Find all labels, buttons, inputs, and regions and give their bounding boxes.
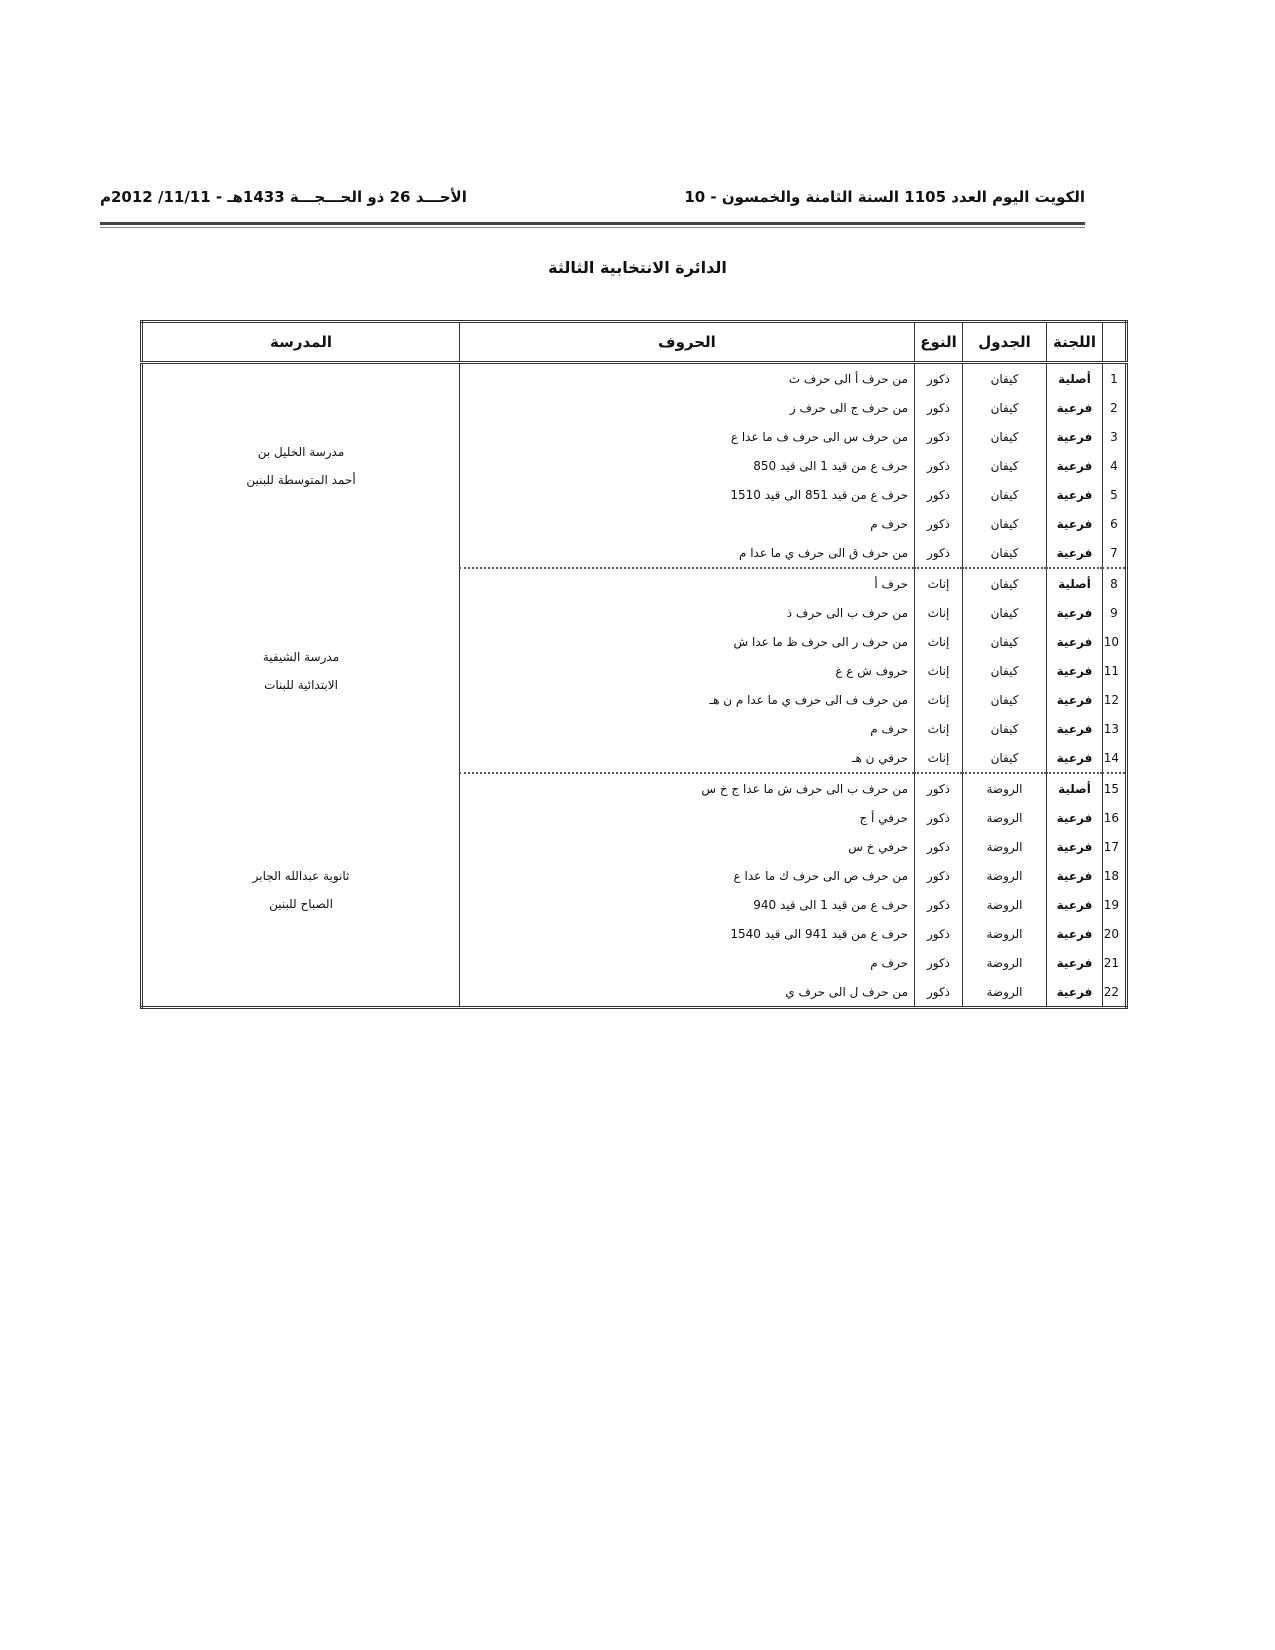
committee-type: فرعية — [1047, 919, 1103, 948]
letters-range: من حرف ق الى حرف ي ما عدا م — [460, 538, 915, 568]
letters-range: من حرف ر الى حرف ظ ما عدا ش — [460, 627, 915, 656]
committee-type: فرعية — [1047, 451, 1103, 480]
letters-range: من حرف ب الى حرف ش ما عدا ج خ س — [460, 773, 915, 803]
gender-cell: إناث — [915, 685, 963, 714]
gender-cell: ذكور — [915, 451, 963, 480]
committee-type: فرعية — [1047, 803, 1103, 832]
row-number: 21 — [1103, 948, 1127, 977]
header-rule — [100, 222, 1085, 225]
committee-type: أصلية — [1047, 363, 1103, 394]
letters-range: حرف ع من قيد 1 الى قيد 850 — [460, 451, 915, 480]
schedule-name: كيفان — [963, 393, 1047, 422]
schedule-name: كيفان — [963, 451, 1047, 480]
letters-range: حروف ش ع غ — [460, 656, 915, 685]
table-header-row — [142, 322, 1127, 363]
gender-cell: ذكور — [915, 480, 963, 509]
row-number: 22 — [1103, 977, 1127, 1008]
table-row — [142, 773, 1127, 803]
committee-type: فرعية — [1047, 832, 1103, 861]
gender-cell: ذكور — [915, 890, 963, 919]
schedule-name: الروضة — [963, 861, 1047, 890]
schedule-name: الروضة — [963, 773, 1047, 803]
gender-cell: إناث — [915, 714, 963, 743]
gender-cell: إناث — [915, 598, 963, 627]
header-schedule: الجدول — [963, 322, 1047, 363]
committee-type: فرعية — [1047, 977, 1103, 1008]
committee-type: فرعية — [1047, 422, 1103, 451]
schedule-name: كيفان — [963, 656, 1047, 685]
committee-type: فرعية — [1047, 685, 1103, 714]
header-committee: اللجنة — [1047, 322, 1103, 363]
letters-range: حرف أ — [460, 568, 915, 598]
gender-cell: ذكور — [915, 422, 963, 451]
letters-range: من حرف ب الى حرف ذ — [460, 598, 915, 627]
row-number: 16 — [1103, 803, 1127, 832]
row-number: 3 — [1103, 422, 1127, 451]
letters-range: حرفي أ ج — [460, 803, 915, 832]
letters-range: من حرف س الى حرف ف ما عدا ع — [460, 422, 915, 451]
page-title: الدائرة الانتخابية الثالثة — [548, 258, 727, 277]
committee-type: فرعية — [1047, 480, 1103, 509]
committee-type: فرعية — [1047, 743, 1103, 773]
schedule-name: الروضة — [963, 803, 1047, 832]
gender-cell: ذكور — [915, 977, 963, 1008]
schedule-name: كيفان — [963, 685, 1047, 714]
row-number: 5 — [1103, 480, 1127, 509]
letters-range: من حرف أ الى حرف ث — [460, 363, 915, 394]
gender-cell: ذكور — [915, 363, 963, 394]
row-number: 12 — [1103, 685, 1127, 714]
row-number: 15 — [1103, 773, 1127, 803]
school-name-line: أحمد المتوسطة للبنين — [246, 473, 356, 487]
gender-cell: ذكور — [915, 509, 963, 538]
committee-type: فرعية — [1047, 890, 1103, 919]
table-row — [142, 363, 1127, 394]
schedule-name: الروضة — [963, 832, 1047, 861]
letters-range: حرف م — [460, 714, 915, 743]
school-name-line: مدرسة الخليل بن — [257, 445, 345, 459]
letters-range: حرف ع من قيد 851 الى قيد 1510 — [460, 480, 915, 509]
row-number: 20 — [1103, 919, 1127, 948]
header-num — [1103, 322, 1127, 363]
school-name — [142, 568, 460, 773]
row-number: 17 — [1103, 832, 1127, 861]
letters-range: من حرف ج الى حرف ز — [460, 393, 915, 422]
letters-range: من حرف ل الى حرف ي — [460, 977, 915, 1008]
committee-type: فرعية — [1047, 598, 1103, 627]
letters-range: من حرف ص الى حرف ك ما عدا ع — [460, 861, 915, 890]
committee-type: فرعية — [1047, 509, 1103, 538]
committee-type: فرعية — [1047, 538, 1103, 568]
gender-cell: ذكور — [915, 832, 963, 861]
school-name — [142, 363, 460, 569]
row-number: 10 — [1103, 627, 1127, 656]
schedule-name: كيفان — [963, 743, 1047, 773]
committee-type: فرعية — [1047, 861, 1103, 890]
table-body — [142, 363, 1127, 1008]
letters-range: حرفي ن هـ — [460, 743, 915, 773]
letters-range: حرف ع من قيد 1 الى قيد 940 — [460, 890, 915, 919]
schedule-name: كيفان — [963, 363, 1047, 394]
committee-type: فرعية — [1047, 656, 1103, 685]
row-number: 13 — [1103, 714, 1127, 743]
header-rule-thin — [100, 227, 1085, 228]
row-number: 1 — [1103, 363, 1127, 394]
committees-table — [140, 320, 1128, 1009]
committee-type: فرعية — [1047, 714, 1103, 743]
school-name-line: الصباح للبنين — [269, 896, 333, 911]
gender-cell: إناث — [915, 627, 963, 656]
table-row — [142, 568, 1127, 598]
row-number: 9 — [1103, 598, 1127, 627]
schedule-name: كيفان — [963, 538, 1047, 568]
row-number: 18 — [1103, 861, 1127, 890]
letters-range: حرف م — [460, 509, 915, 538]
letters-range: حرف ع من قيد 941 الى قيد 1540 — [460, 919, 915, 948]
schedule-name: الروضة — [963, 890, 1047, 919]
row-number: 6 — [1103, 509, 1127, 538]
committee-type: فرعية — [1047, 948, 1103, 977]
row-number: 7 — [1103, 538, 1127, 568]
row-number: 11 — [1103, 656, 1127, 685]
letters-range: من حرف ف الى حرف ي ما عدا م ن هـ — [460, 685, 915, 714]
gender-cell: إناث — [915, 568, 963, 598]
letters-range: حرفي خ س — [460, 832, 915, 861]
committee-type: أصلية — [1047, 568, 1103, 598]
schedule-name: كيفان — [963, 422, 1047, 451]
gender-cell: ذكور — [915, 861, 963, 890]
school-name-line: مدرسة الشيفية — [262, 649, 340, 664]
gender-cell: ذكور — [915, 919, 963, 948]
row-number: 14 — [1103, 743, 1127, 773]
schedule-name: كيفان — [963, 627, 1047, 656]
gender-cell: ذكور — [915, 803, 963, 832]
page-header — [100, 188, 1085, 216]
publication-info: الكويت اليوم العدد 1105 السنة الثامنة والخمسون - 10 — [684, 188, 1085, 206]
schedule-name: كيفان — [963, 598, 1047, 627]
school-name-line: الابتدائية للبنات — [264, 677, 338, 692]
schedule-name: كيفان — [963, 568, 1047, 598]
row-number: 4 — [1103, 451, 1127, 480]
committee-type: فرعية — [1047, 393, 1103, 422]
schedule-name: الروضة — [963, 977, 1047, 1008]
schedule-name: كيفان — [963, 714, 1047, 743]
committee-type: أصلية — [1047, 773, 1103, 803]
gender-cell: ذكور — [915, 393, 963, 422]
header-gender: النوع — [915, 322, 963, 363]
schedule-name: كيفان — [963, 480, 1047, 509]
header-letters: الحروف — [460, 322, 915, 363]
gender-cell: ذكور — [915, 948, 963, 977]
schedule-name: كيفان — [963, 509, 1047, 538]
schedule-name: الروضة — [963, 948, 1047, 977]
schedule-name: الروضة — [963, 919, 1047, 948]
committees-table-wrapper — [140, 320, 1125, 1009]
gender-cell: إناث — [915, 656, 963, 685]
publication-date: الأحـــد 26 ذو الحـــجـــة 1433هـ - 11/11/ 2012م — [100, 188, 467, 206]
gender-cell: ذكور — [915, 773, 963, 803]
row-number: 19 — [1103, 890, 1127, 919]
row-number: 8 — [1103, 568, 1127, 598]
committee-type: فرعية — [1047, 627, 1103, 656]
gender-cell: إناث — [915, 743, 963, 773]
row-number: 2 — [1103, 393, 1127, 422]
gender-cell: ذكور — [915, 538, 963, 568]
header-school: المدرسة — [142, 322, 460, 363]
school-name-line: ثانوية عبدالله الجابر — [252, 868, 350, 883]
school-name — [142, 773, 460, 1008]
letters-range: حرف م — [460, 948, 915, 977]
